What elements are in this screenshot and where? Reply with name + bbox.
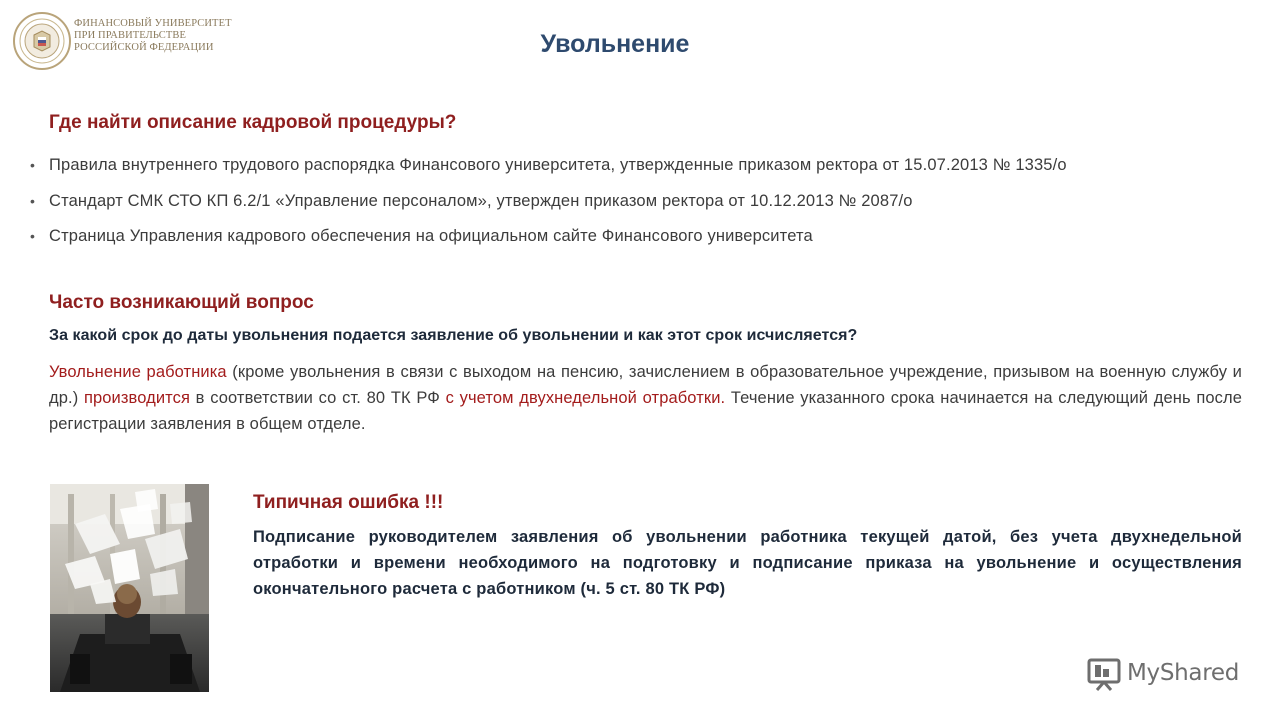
faq-answer xyxy=(49,359,1242,437)
watermark-text: MyShared xyxy=(1127,660,1240,686)
myshared-watermark xyxy=(1087,656,1247,694)
bullet-icon: • xyxy=(30,157,36,173)
office-paper-photo xyxy=(50,484,209,692)
list-item-text: Правила внутреннего трудового распорядка Финансового университета, утвержденные приказом ректора от 15.07.2013 № 1335/о xyxy=(49,156,1067,174)
org-line-2: ПРИ ПРАВИТЕЛЬСТВЕ xyxy=(74,30,186,41)
list-item xyxy=(30,226,1260,246)
bullet-icon: • xyxy=(30,192,36,209)
list-item-text: Страница Управления кадрового обеспечения на официальном сайте Финансового университета xyxy=(49,227,813,245)
answer-text: в соответствии со ст. 80 ТК РФ xyxy=(190,389,446,407)
faq-question: За какой срок до даты увольнения подается заявление об увольнении и как этот срок исчисляется? xyxy=(49,327,858,344)
answer-highlight: Увольнение работника xyxy=(49,363,227,381)
list-item xyxy=(30,155,1260,175)
org-line-1: ФИНАНСОВЫЙ УНИВЕРСИТЕТ xyxy=(74,18,232,29)
list-item xyxy=(30,191,1260,211)
answer-highlight: с учетом двухнедельной отработки. xyxy=(445,389,726,407)
section-heading: Где найти описание кадровой процедуры? xyxy=(49,112,457,133)
faq-heading: Часто возникающий вопрос xyxy=(49,292,314,313)
projector-screen-icon xyxy=(1087,656,1123,692)
error-description: Подписание руководителем заявления об увольнении работника текущей датой, без учета двухнедельной отработки и времени необходимого на подготовку и подписание приказа на увольнение и осуществления окончательного расчета с работником (ч. 5 ст. 80 ТК РФ) xyxy=(253,528,1242,598)
bullet-icon: • xyxy=(30,228,36,244)
reference-list xyxy=(30,155,1260,262)
page-title: Увольнение xyxy=(540,30,690,58)
error-heading: Типичная ошибка !!! xyxy=(253,492,444,513)
answer-text: (кроме увольнения в связи с выходом на пенсию, зачислением в образовательное учреждение, призывом на военную службу и др.) xyxy=(49,363,1242,407)
list-item-text: Стандарт СМК СТО КП 6.2/1 «Управление персоналом», утвержден приказом ректора от 10.12.2013 № 2087/о xyxy=(49,191,913,210)
org-line-3: РОССИЙСКОЙ ФЕДЕРАЦИИ xyxy=(74,42,214,53)
answer-highlight: производится xyxy=(83,389,191,407)
answer-text: Течение указанного срока начинается на следующий день после регистрации заявления в общем отделе. xyxy=(49,389,1243,433)
paper-storm-image xyxy=(50,484,209,692)
